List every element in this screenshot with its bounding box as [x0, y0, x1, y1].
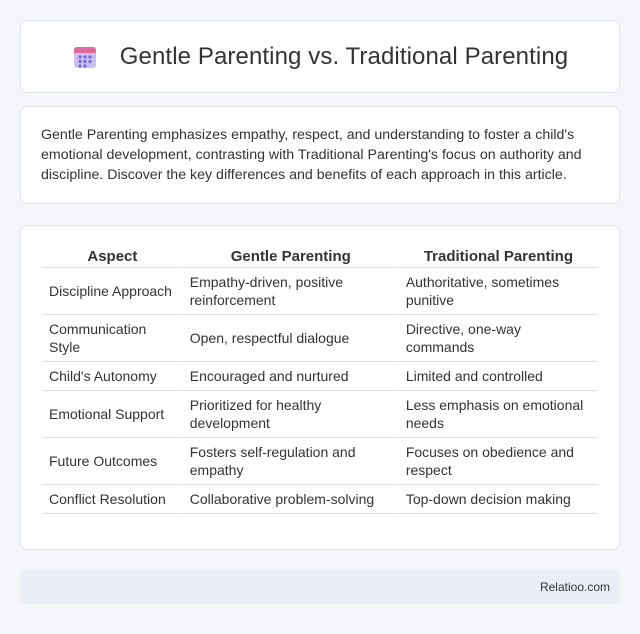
comparison-table [43, 246, 597, 514]
row-traditional: Less emphasis on emotional needs [398, 391, 597, 438]
header-aspect: Aspect [43, 246, 182, 268]
footer-brand-link[interactable]: Relatioo.com [539, 580, 610, 594]
table-header-row [43, 246, 597, 268]
row-traditional: Focuses on obedience and respect [398, 438, 597, 485]
row-aspect: Conflict Resolution [43, 485, 182, 514]
row-traditional: Authoritative, sometimes punitive [398, 268, 597, 315]
intro-card [20, 106, 620, 204]
row-traditional: Directive, one-way commands [398, 315, 597, 362]
row-aspect: Future Outcomes [43, 438, 182, 485]
header-gentle: Gentle Parenting [182, 246, 398, 268]
footer [20, 570, 620, 604]
page-title: Gentle Parenting vs. Traditional Parenting [119, 42, 569, 70]
comparison-table-card [20, 225, 620, 550]
row-aspect: Discipline Approach [43, 268, 182, 315]
row-gentle: Fosters self-regulation and empathy [182, 438, 398, 485]
row-gentle: Collaborative problem-solving [182, 485, 398, 514]
row-gentle: Open, respectful dialogue [182, 315, 398, 362]
table-row [43, 485, 597, 514]
header-traditional: Traditional Parenting [398, 246, 597, 268]
row-aspect: Child's Autonomy [43, 362, 182, 391]
row-traditional: Limited and controlled [398, 362, 597, 391]
row-aspect: Communication Style [43, 315, 182, 362]
table-row [43, 391, 597, 438]
table-row [43, 362, 597, 391]
table-row [43, 268, 597, 315]
table-row [43, 438, 597, 485]
table-row [43, 315, 597, 362]
row-gentle: Prioritized for healthy development [182, 391, 398, 438]
row-aspect: Emotional Support [43, 391, 182, 438]
title-card [20, 20, 620, 93]
calendar-icon [72, 44, 98, 70]
row-gentle: Encouraged and nurtured [182, 362, 398, 391]
row-traditional: Top-down decision making [398, 485, 597, 514]
intro-text: Gentle Parenting emphasizes empathy, respect, and understanding to foster a child's emotional development, contrasting with Traditional Parenting's focus on authority and discipline. Discover the key differences and benefits of each approach in this article. [41, 127, 582, 183]
row-gentle: Empathy-driven, positive reinforcement [182, 268, 398, 315]
